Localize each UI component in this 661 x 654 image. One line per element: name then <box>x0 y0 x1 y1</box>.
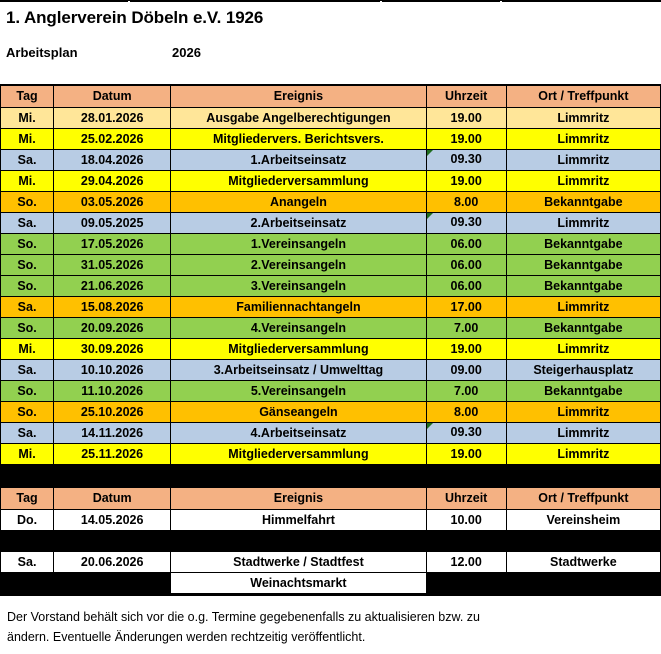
table-row[interactable] <box>1 552 661 573</box>
cell-datum[interactable]: 18.04.2026 <box>54 150 171 171</box>
cell-uhrzeit[interactable]: 19.00 <box>426 108 506 129</box>
cell-ort[interactable]: Bekanntgabe <box>506 234 660 255</box>
main-table-header-row <box>1 86 661 108</box>
cell-tag[interactable]: Sa. <box>1 423 54 444</box>
main-table-body <box>1 108 661 465</box>
cell-datum[interactable]: 31.05.2026 <box>54 255 171 276</box>
cell-tag[interactable]: Do. <box>1 510 54 531</box>
cell-ereignis[interactable]: 2.Arbeitseinsatz <box>171 213 426 234</box>
cell-uhrzeit[interactable]: 8.00 <box>426 402 506 423</box>
cell-ereignis[interactable]: 2.Vereinsangeln <box>171 255 426 276</box>
cell-datum[interactable]: 30.09.2026 <box>54 339 171 360</box>
cell-tag[interactable]: Sa. <box>1 297 54 318</box>
cell-ereignis[interactable]: 4.Vereinsangeln <box>171 318 426 339</box>
cell-uhrzeit[interactable] <box>426 150 506 171</box>
table-row[interactable] <box>1 108 661 129</box>
cell-content <box>427 423 506 443</box>
cell-uhrzeit[interactable] <box>426 423 506 444</box>
main-schedule-table <box>0 85 661 465</box>
table-row[interactable] <box>1 360 661 381</box>
cell-uhrzeit[interactable]: 8.00 <box>426 192 506 213</box>
column-header-uhrzeit-2: Uhrzeit <box>426 488 506 510</box>
plan-year: 2026 <box>172 45 201 60</box>
cell-ereignis[interactable]: Mitgliederversammlung <box>171 171 426 192</box>
table-row[interactable] <box>1 444 661 465</box>
secondary-schedule-table <box>0 487 661 594</box>
cell-tag[interactable]: Sa. <box>1 150 54 171</box>
cell-tag[interactable]: So. <box>1 234 54 255</box>
cell-ereignis[interactable]: Gänseangeln <box>171 402 426 423</box>
cell-ereignis[interactable]: 1.Vereinsangeln <box>171 234 426 255</box>
cell-ort[interactable]: Bekanntgabe <box>506 276 660 297</box>
cell-ort[interactable]: Steigerhausplatz <box>506 360 660 381</box>
table-row[interactable] <box>1 234 661 255</box>
cell-tag[interactable]: Sa. <box>1 360 54 381</box>
cell-uhrzeit[interactable]: 06.00 <box>426 276 506 297</box>
cell-ort[interactable]: Bürgergarten Arena <box>506 531 660 552</box>
cell-tag[interactable]: Sa. <box>1 213 54 234</box>
cell-ereignis[interactable]: 5.Vereinsangeln <box>171 381 426 402</box>
table-row[interactable] <box>1 381 661 402</box>
cell-text: 09.30 <box>450 215 482 229</box>
table-row[interactable] <box>1 423 661 444</box>
column-header-ereignis-2: Ereignis <box>171 488 426 510</box>
cell-ort[interactable]: Bekanntgabe <box>506 192 660 213</box>
cell-datum[interactable]: 29.04.2026 <box>54 171 171 192</box>
cell-ort[interactable]: Limmritz <box>506 297 660 318</box>
cell-ereignis[interactable]: Anangeln <box>171 192 426 213</box>
table-row[interactable] <box>1 129 661 150</box>
cell-datum[interactable]: 11.10.2026 <box>54 381 171 402</box>
cell-datum[interactable]: 25.02.2026 <box>54 129 171 150</box>
cell-uhrzeit[interactable]: 18.00 <box>426 531 506 552</box>
cell-uhrzeit[interactable]: 09.00 <box>426 360 506 381</box>
cell-ort[interactable]: Limmritz <box>506 339 660 360</box>
table-row[interactable] <box>1 402 661 423</box>
cell-ort[interactable]: Bekanntgabe <box>506 318 660 339</box>
column-header-datum: Datum <box>54 86 171 108</box>
cell-tag[interactable]: Mi. <box>1 339 54 360</box>
cell-uhrzeit[interactable]: 19.00 <box>426 171 506 192</box>
footer-note <box>0 596 661 654</box>
cell-datum[interactable]: 17.05.2026 <box>54 234 171 255</box>
cell-datum[interactable]: 06.06.2026 <box>54 531 171 552</box>
cell-uhrzeit[interactable] <box>426 213 506 234</box>
cell-text: 09.30 <box>450 152 482 166</box>
cell-ereignis[interactable]: Verein 100 Jahre <box>171 531 426 552</box>
cell-ort[interactable]: Limmritz <box>506 213 660 234</box>
cell-uhrzeit[interactable]: 19.00 <box>426 339 506 360</box>
cell-datum[interactable]: 25.11.2026 <box>54 444 171 465</box>
cell-ereignis[interactable]: Familiennachtangeln <box>171 297 426 318</box>
cell-datum[interactable]: 28.01.2026 <box>54 108 171 129</box>
footer-line-2: ändern. Eventuelle Änderungen werden rechtzeitig veröffentlicht. <box>7 630 366 644</box>
table-row[interactable] <box>1 192 661 213</box>
cell-uhrzeit[interactable] <box>426 573 506 594</box>
column-header-datum-2: Datum <box>54 488 171 510</box>
cell-tag[interactable]: So. <box>1 276 54 297</box>
secondary-table-header-row <box>1 488 661 510</box>
cell-uhrzeit[interactable]: 7.00 <box>426 381 506 402</box>
cell-uhrzeit[interactable]: 10.00 <box>426 510 506 531</box>
cell-ort[interactable] <box>506 573 660 594</box>
cell-datum[interactable]: 25.10.2026 <box>54 402 171 423</box>
cell-uhrzeit[interactable]: 17.00 <box>426 297 506 318</box>
column-header-ereignis: Ereignis <box>171 86 426 108</box>
comment-indicator-icon <box>427 213 433 219</box>
cell-tag[interactable]: So. <box>1 318 54 339</box>
cell-ereignis[interactable]: 3.Arbeitseinsatz / Umwelttag <box>171 360 426 381</box>
cell-datum[interactable] <box>54 573 171 594</box>
cell-ort[interactable]: Limmritz <box>506 171 660 192</box>
column-header-ort: Ort / Treffpunkt <box>506 86 660 108</box>
cell-datum[interactable]: 14.11.2026 <box>54 423 171 444</box>
cell-datum[interactable]: 20.06.2026 <box>54 552 171 573</box>
table-row[interactable] <box>1 150 661 171</box>
cell-ereignis[interactable]: 1.Arbeitseinsatz <box>171 150 426 171</box>
column-header-uhrzeit: Uhrzeit <box>426 86 506 108</box>
cell-ereignis[interactable]: Ausgabe Angelberechtigungen <box>171 108 426 129</box>
cell-ort[interactable]: Vereinsheim <box>506 510 660 531</box>
cell-ereignis[interactable]: Weinachtsmarkt <box>171 573 426 594</box>
cell-ort[interactable]: Limmritz <box>506 150 660 171</box>
cell-tag[interactable]: Sa. <box>1 552 54 573</box>
cell-ereignis[interactable]: Mitgliedervers. Berichtsvers. <box>171 129 426 150</box>
cell-uhrzeit[interactable]: 12.00 <box>426 552 506 573</box>
cell-datum[interactable]: 10.10.2026 <box>54 360 171 381</box>
table-row[interactable] <box>1 213 661 234</box>
table-row[interactable] <box>1 171 661 192</box>
table-row[interactable] <box>1 318 661 339</box>
comment-indicator-icon <box>427 150 433 156</box>
plan-label: Arbeitsplan <box>6 45 78 60</box>
cell-uhrzeit[interactable]: 06.00 <box>426 255 506 276</box>
cell-ereignis[interactable]: Mitgliederversammlung <box>171 444 426 465</box>
cell-ort[interactable]: Bekanntgabe <box>506 381 660 402</box>
cell-tag[interactable]: So. <box>1 381 54 402</box>
table-row[interactable] <box>1 339 661 360</box>
cell-tag[interactable]: Mi. <box>1 171 54 192</box>
cell-tag[interactable] <box>1 573 54 594</box>
table-row[interactable] <box>1 276 661 297</box>
cell-ort[interactable]: Bekanntgabe <box>506 255 660 276</box>
secondary-table-body <box>1 510 661 594</box>
cell-ort[interactable]: Limmritz <box>506 108 660 129</box>
cell-ereignis[interactable]: Himmelfahrt <box>171 510 426 531</box>
cell-uhrzeit[interactable]: 7.00 <box>426 318 506 339</box>
cell-datum[interactable]: 03.05.2026 <box>54 192 171 213</box>
cell-uhrzeit[interactable]: 19.00 <box>426 444 506 465</box>
cell-content <box>427 150 506 170</box>
cell-datum[interactable]: 14.05.2026 <box>54 510 171 531</box>
cell-ereignis[interactable]: Mitgliederversammlung <box>171 339 426 360</box>
comment-indicator-icon <box>427 423 433 429</box>
table-row[interactable] <box>1 297 661 318</box>
cell-datum[interactable]: 20.09.2026 <box>54 318 171 339</box>
cell-tag[interactable]: Mi. <box>1 444 54 465</box>
cell-ort[interactable]: Limmritz <box>506 402 660 423</box>
table-row[interactable] <box>1 573 661 594</box>
cell-uhrzeit[interactable]: 19.00 <box>426 129 506 150</box>
cell-tag[interactable]: So. <box>1 192 54 213</box>
cell-ort[interactable]: Limmritz <box>506 129 660 150</box>
cell-datum[interactable]: 21.06.2026 <box>54 276 171 297</box>
column-header-ort-2: Ort / Treffpunkt <box>506 488 660 510</box>
cell-ereignis[interactable]: 4.Arbeitseinsatz <box>171 423 426 444</box>
column-header-tag: Tag <box>1 86 54 108</box>
cell-ort[interactable]: Limmritz <box>506 423 660 444</box>
cell-uhrzeit[interactable]: 06.00 <box>426 234 506 255</box>
cell-tag[interactable]: So. <box>1 255 54 276</box>
cell-ort[interactable]: Limmritz <box>506 444 660 465</box>
page-title: 1. Anglerverein Döbeln e.V. 1926 <box>6 8 264 27</box>
cell-datum[interactable]: 15.08.2026 <box>54 297 171 318</box>
cell-tag[interactable]: Mi. <box>1 108 54 129</box>
cell-content <box>427 213 506 233</box>
cell-datum[interactable]: 09.05.2025 <box>54 213 171 234</box>
top-cell-border <box>0 1 661 2</box>
column-header-tag-2: Tag <box>1 488 54 510</box>
cell-tag[interactable]: So. <box>1 402 54 423</box>
title-block <box>0 1 661 84</box>
cell-ereignis[interactable]: Stadtwerke / Stadtfest <box>171 552 426 573</box>
cell-tag[interactable]: Mi. <box>1 129 54 150</box>
table-row[interactable] <box>1 510 661 531</box>
table-row[interactable] <box>1 255 661 276</box>
cell-tag[interactable]: Sa. <box>1 531 54 552</box>
table-row[interactable] <box>1 531 661 552</box>
cell-ort[interactable]: Stadtwerke <box>506 552 660 573</box>
footer-line-1: Der Vorstand behält sich vor die o.g. Termine gegebenenfalls zu aktualisieren bzw. zu <box>7 610 480 624</box>
cell-ereignis[interactable]: 3.Vereinsangeln <box>171 276 426 297</box>
cell-text: 09.30 <box>450 425 482 439</box>
